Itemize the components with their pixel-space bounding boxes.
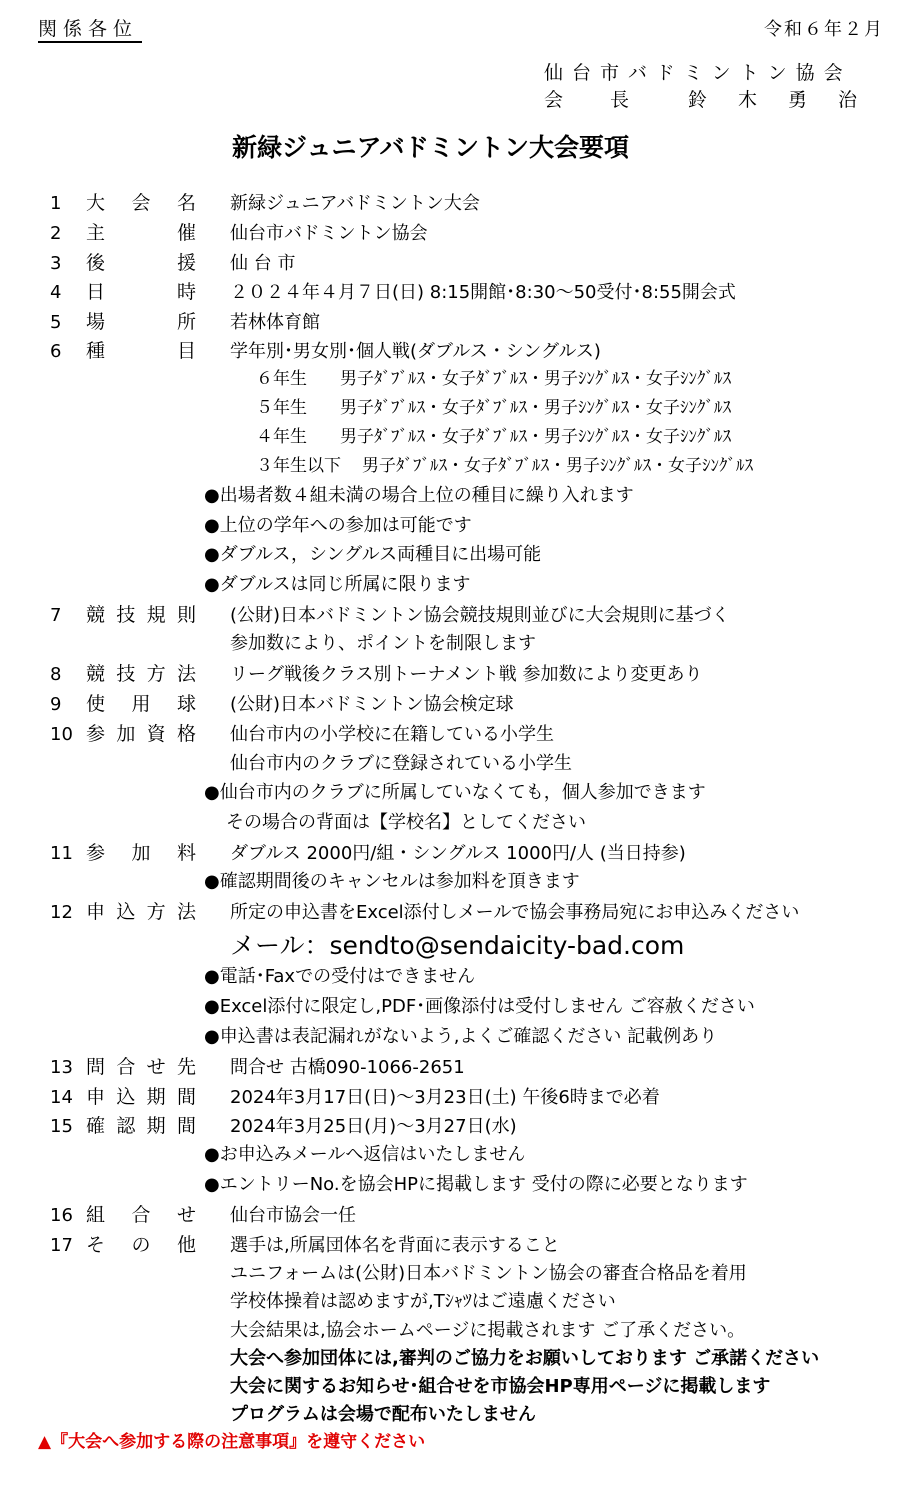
eligibility-continuation: 仙台市内のクラブに登録されている小学生 [230,753,572,774]
item-number: 11 [50,843,73,864]
organization-name: 仙台市バドミントン協会 [544,62,852,84]
note-continuation: その場合の背面は【学校名】としてください [226,812,586,833]
item-number: 1 [50,193,62,214]
item-value: 2024年3月17日(日)～3月23日(土) 午後6時まで必着 [230,1087,660,1108]
item-label: 競 技 規 則 [86,604,196,626]
item-number: 12 [50,902,73,923]
item-value: ２０２４年４月７日(日) 8:15開館･8:30～50受付･8:55開会式 [230,282,736,303]
email-address[interactable]: メール：sendto@sendaicity-bad.com [230,931,685,960]
recipients: 関係各位 [38,20,142,43]
document-date: 令和６年２月 [764,19,884,40]
item-label: 組 合 せ [86,1204,196,1226]
item-label: 種 目 [86,340,196,362]
other-continuation-bold: プログラムは会場で配布いたしません [230,1404,536,1425]
item-value: ダブルス 2000円/組・シングルス 1000円/人 (当日持参) [230,843,686,864]
note: ●Excel添付に限定し,PDF･画像添付は受付しません ご容赦ください [204,996,755,1017]
item-label: 参 加 資 格 [86,723,196,745]
event-list: 男子ﾀﾞﾌﾞﾙｽ・女子ﾀﾞﾌﾞﾙｽ・男子ｼﾝｸﾞﾙｽ・女子ｼﾝｸﾞﾙｽ [362,456,753,476]
president-title: 会 長 [544,89,644,111]
event-list: 男子ﾀﾞﾌﾞﾙｽ・女子ﾀﾞﾌﾞﾙｽ・男子ｼﾝｸﾞﾙｽ・女子ｼﾝｸﾞﾙｽ [340,398,731,418]
note: ●確認期間後のキャンセルは参加料を頂きます [204,871,580,892]
note: ●仙台市内のクラブに所属していなくても，個人参加できます [204,782,706,803]
item-label: 使 用 球 [86,693,196,715]
other-continuation: 大会結果は,協会ホームページに掲載されます ご了承ください。 [230,1320,746,1341]
item-label: 申 込 方 法 [86,901,196,923]
item-number: 16 [50,1205,73,1226]
rule-continuation: 参加数により、ポイントを制限します [230,633,536,654]
item-value: 学年別･男女別･個人戦(ダブルス・シングルス) [230,341,601,362]
item-number: 5 [50,312,62,333]
item-value: 仙台市バドミントン協会 [230,223,428,244]
item-number: 10 [50,724,73,745]
item-label: 場 所 [86,311,196,333]
item-number: 17 [50,1235,73,1256]
note: ●出場者数４組未満の場合上位の種目に繰り入れます [204,485,634,506]
other-continuation-bold: 大会へ参加団体には,審判のご協力をお願いしております ご承諾ください [230,1348,820,1369]
item-label: そ の 他 [86,1234,196,1256]
other-continuation: 学校体操着は認めますが,Tｼｬﾂはご遠慮ください [230,1291,616,1312]
event-list: 男子ﾀﾞﾌﾞﾙｽ・女子ﾀﾞﾌﾞﾙｽ・男子ｼﾝｸﾞﾙｽ・女子ｼﾝｸﾞﾙｽ [340,427,731,447]
item-value: 2024年3月25日(月)～3月27日(水) [230,1116,517,1137]
item-value: 問合せ 古橋090-1066-2651 [230,1057,465,1078]
item-label: 参 加 料 [86,842,196,864]
item-number: 7 [50,605,62,626]
item-value: 仙 台 市 [230,253,296,274]
item-label: 申 込 期 間 [86,1086,196,1108]
item-label: 競 技 方 法 [86,663,196,685]
item-value: 新緑ジュニアバドミントン大会 [230,193,480,214]
item-number: 6 [50,341,62,362]
note: ●エントリーNo.を協会HPに掲載します 受付の際に必要となります [204,1174,748,1195]
event-grade: ６年生 [256,369,307,389]
item-value: 若林体育館 [230,312,320,333]
item-number: 8 [50,664,62,685]
note: ●ダブルス，シングルス両種目に出場可能 [204,544,542,565]
page-title: 新緑ジュニアバドミントン大会要項 [232,133,630,162]
president-name: 鈴 木 勇 治 [688,89,864,111]
note: ●上位の学年への参加は可能です [204,515,472,536]
other-continuation: ユニフォームは(公財)日本バドミントン協会の審査合格品を着用 [230,1263,747,1284]
item-number: 15 [50,1116,73,1137]
note: ●お申込みメールへ返信はいたしません [204,1144,526,1165]
note: ●電話･Faxでの受付はできません [204,966,476,987]
item-number: 14 [50,1087,73,1108]
item-label: 確 認 期 間 [86,1115,196,1137]
other-continuation-bold: 大会に関するお知らせ･組合せを市協会HP専用ページに掲載します [230,1376,771,1397]
item-value: リーグ戦後クラス別トーナメント戦 参加数により変更あり [230,664,703,685]
event-list: 男子ﾀﾞﾌﾞﾙｽ・女子ﾀﾞﾌﾞﾙｽ・男子ｼﾝｸﾞﾙｽ・女子ｼﾝｸﾞﾙｽ [340,369,731,389]
item-value: 仙台市内の小学校に在籍している小学生 [230,724,554,745]
note: ●ダブルスは同じ所属に限ります [204,574,471,595]
item-value: (公財)日本バドミントン協会検定球 [230,694,514,715]
item-label: 後 援 [86,252,196,274]
note: ●申込書は表記漏れがないよう,よくご確認ください 記載例あり [204,1026,718,1047]
item-label: 日 時 [86,281,196,303]
item-value: 所定の申込書をExcel添付しメールで協会事務局宛にお申込みください [230,902,800,923]
item-label: 問 合 せ 先 [86,1056,196,1078]
item-value: 選手は,所属団体名を背面に表示すること [230,1235,560,1256]
item-number: 9 [50,694,62,715]
item-label: 大 会 名 [86,192,196,214]
item-value: 仙台市協会一任 [230,1205,356,1226]
event-grade: ４年生 [256,427,307,447]
item-number: 3 [50,253,62,274]
item-number: 13 [50,1057,73,1078]
item-value: (公財)日本バドミントン協会競技規則並びに大会規則に基づく [230,605,730,626]
item-number: 2 [50,223,62,244]
item-label: 主 催 [86,222,196,244]
footer-warning: ▲『大会へ参加する際の注意事項』を遵守ください [38,1432,426,1452]
item-number: 4 [50,282,62,303]
event-grade: ５年生 [256,398,307,418]
event-grade: ３年生以下 [256,456,341,476]
